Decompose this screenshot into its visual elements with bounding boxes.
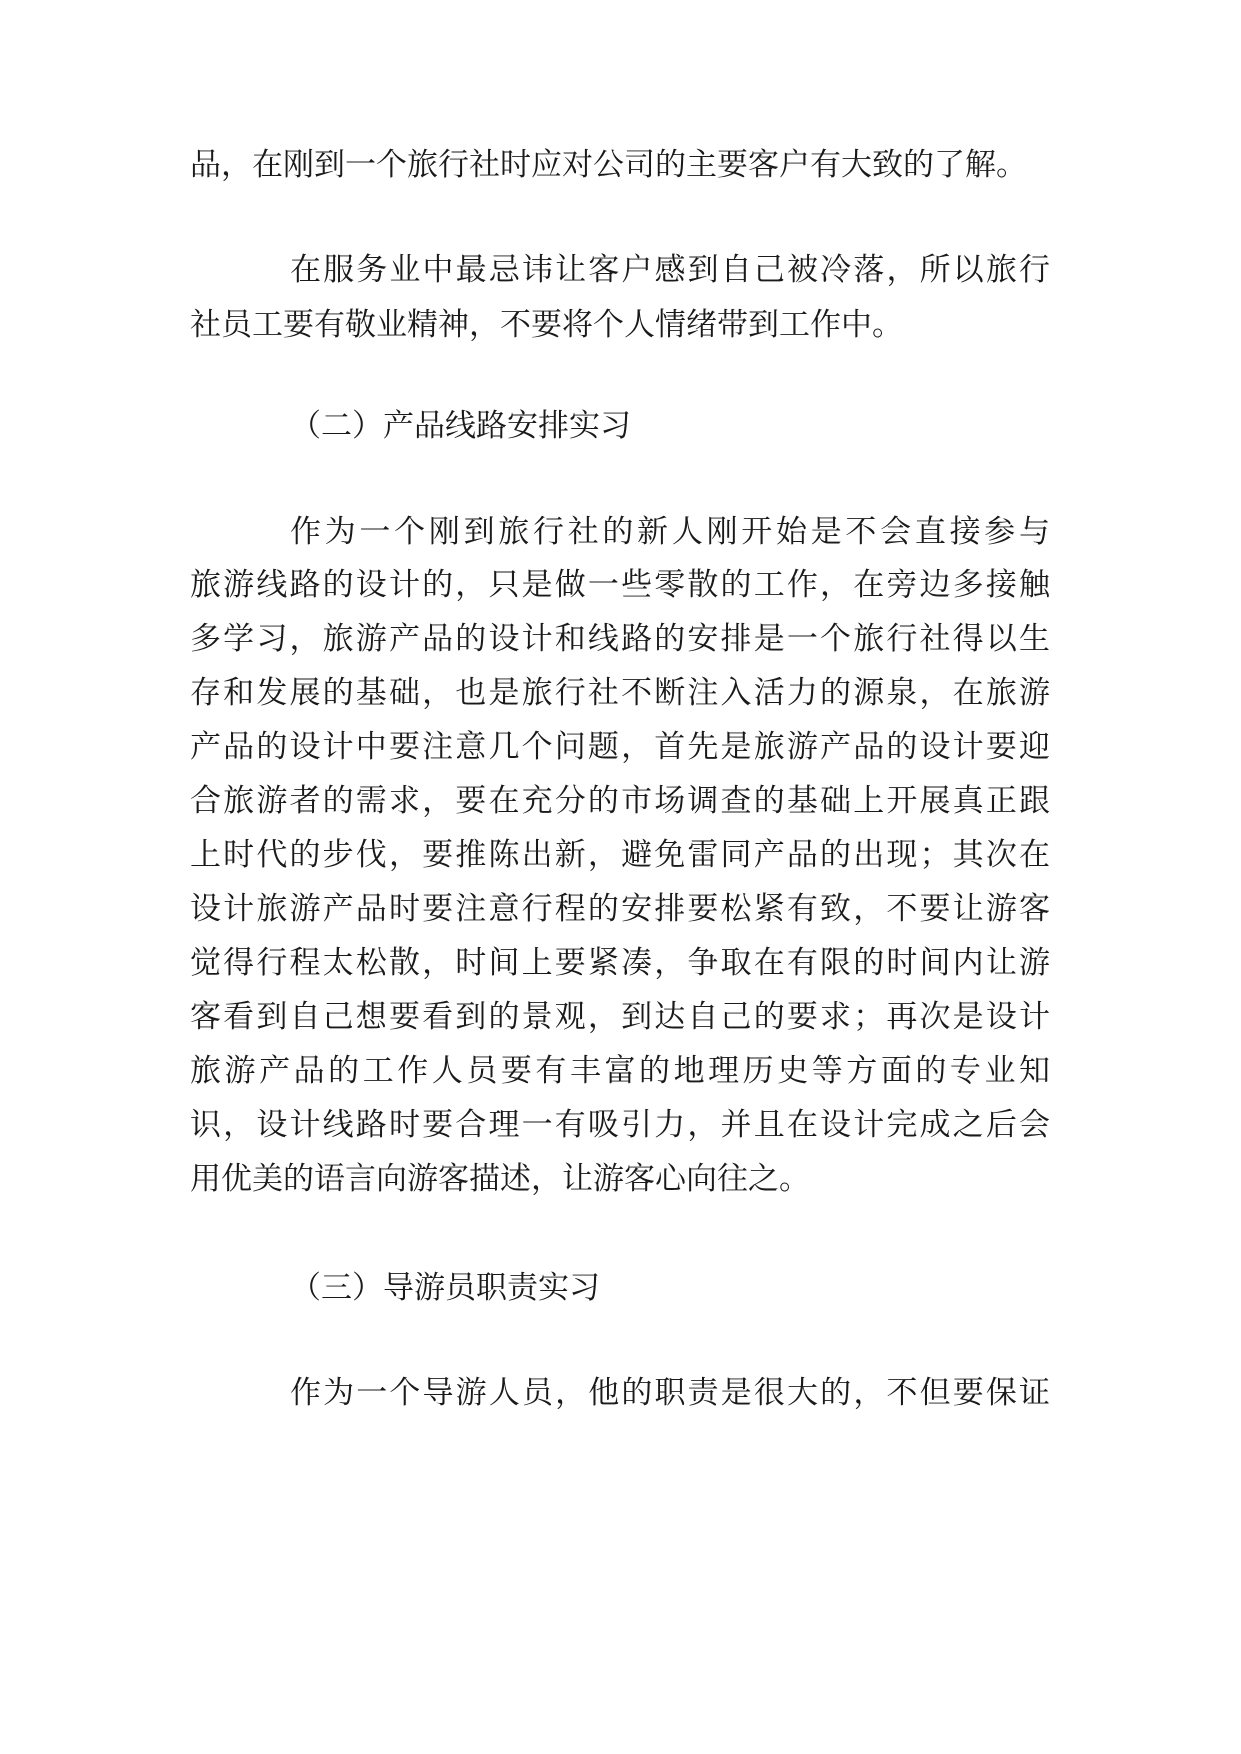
section-heading: （三）导游员职责实习 xyxy=(290,1270,600,1306)
paragraph-line: 旅游线路的设计的，只是做一些零散的工作，在旁边多接触 xyxy=(190,567,1050,603)
paragraph-line: 客看到自己想要看到的景观，到达自己的要求；再次是设计 xyxy=(190,999,1050,1035)
paragraph-line: 作为一个导游人员，他的职责是很大的，不但要保证 xyxy=(290,1375,1050,1411)
paragraph-line: 作为一个刚到旅行社的新人刚开始是不会直接参与 xyxy=(290,514,1050,550)
paragraph-line: 品，在刚到一个旅行社时应对公司的主要客户有大致的了解。 xyxy=(190,147,1027,183)
paragraph-line: 合旅游者的需求，要在充分的市场调查的基础上开展真正跟 xyxy=(190,783,1050,819)
paragraph-line: 觉得行程太松散，时间上要紧凑，争取在有限的时间内让游 xyxy=(190,945,1050,981)
paragraph-line: 用优美的语言向游客描述，让游客心向往之。 xyxy=(190,1161,810,1197)
paragraph-line: 产品的设计中要注意几个问题，首先是旅游产品的设计要迎 xyxy=(190,729,1050,765)
paragraph-line: 旅游产品的工作人员要有丰富的地理历史等方面的专业知 xyxy=(190,1053,1050,1089)
section-heading: （二）产品线路安排实习 xyxy=(290,408,631,444)
paragraph-line: 设计旅游产品时要注意行程的安排要松紧有致，不要让游客 xyxy=(190,891,1050,927)
paragraph-line: 多学习，旅游产品的设计和线路的安排是一个旅行社得以生 xyxy=(190,621,1050,657)
paragraph-line: 上时代的步伐，要推陈出新，避免雷同产品的出现；其次在 xyxy=(190,837,1050,873)
paragraph-line: 识，设计线路时要合理一有吸引力，并且在设计完成之后会 xyxy=(190,1107,1050,1143)
paragraph-line: 在服务业中最忌讳让客户感到自己被冷落，所以旅行 xyxy=(290,252,1050,288)
paragraph-line: 存和发展的基础，也是旅行社不断注入活力的源泉，在旅游 xyxy=(190,675,1050,711)
paragraph-line: 社员工要有敬业精神，不要将个人情绪带到工作中。 xyxy=(190,307,903,343)
